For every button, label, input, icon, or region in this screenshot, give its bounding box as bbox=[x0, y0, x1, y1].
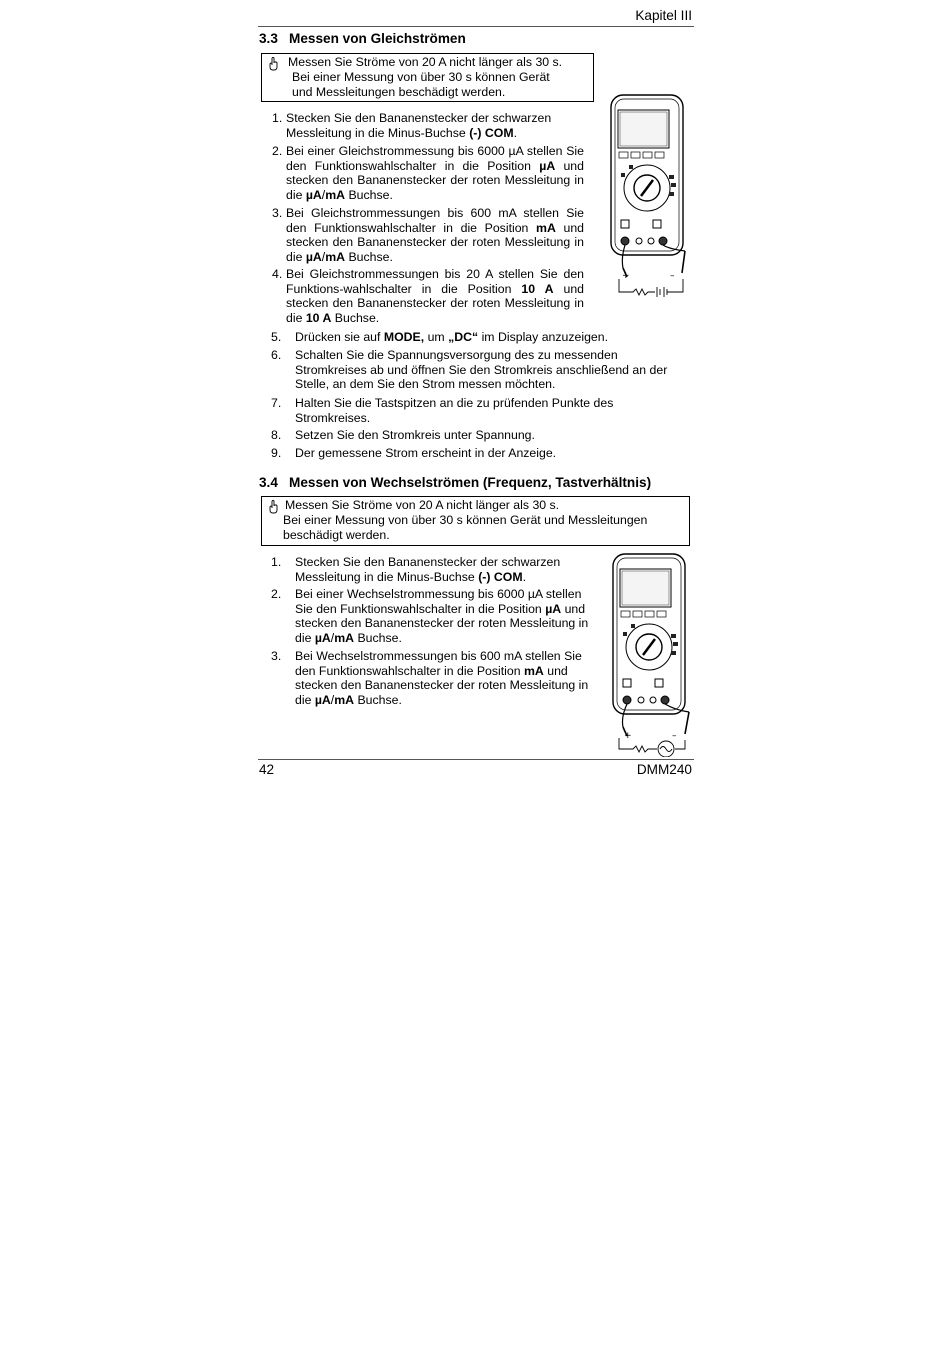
pointing-hand-icon bbox=[268, 500, 280, 514]
warning-line-3: und Messleitungen beschädigt werden. bbox=[292, 85, 506, 99]
section-number: 3.3 bbox=[259, 31, 278, 46]
multimeter-dc-illustration bbox=[603, 93, 693, 298]
svg-text:+: + bbox=[624, 731, 632, 741]
svg-text:–: – bbox=[670, 271, 675, 281]
header-rule bbox=[258, 26, 694, 27]
warning-line-2: Bei einer Messung von über 30 s können Gerät bbox=[292, 70, 550, 84]
warning-line-1: Messen Sie Ströme von 20 A nicht länger als 30 s. bbox=[285, 498, 560, 512]
warning-box-3-4 bbox=[261, 496, 690, 546]
section-number: 3.4 bbox=[259, 475, 278, 490]
svg-text:+: + bbox=[622, 271, 630, 281]
svg-text:–: – bbox=[672, 731, 677, 741]
warning-line-3: beschädigt werden. bbox=[283, 528, 390, 542]
section-title: Messen von Gleichströmen bbox=[289, 31, 466, 46]
multimeter-ac-illustration bbox=[605, 552, 695, 757]
pointing-hand-icon bbox=[268, 57, 280, 71]
warning-line-2: Bei einer Messung von über 30 s können Gerät und Messleitungen bbox=[283, 513, 648, 527]
model-name: DMM240 bbox=[636, 762, 692, 777]
chapter-label: Kapitel III bbox=[635, 8, 692, 23]
section-title: Messen von Wechselströmen (Frequenz, Tastverhältnis) bbox=[289, 475, 652, 490]
footer-rule bbox=[258, 759, 694, 760]
warning-box-3-3 bbox=[261, 53, 594, 102]
section-heading-3-4 bbox=[259, 475, 652, 490]
page-number: 42 bbox=[259, 762, 275, 777]
section-heading-3-3 bbox=[259, 31, 466, 46]
warning-line-1: Messen Sie Ströme von 20 A nicht länger als 30 s. bbox=[288, 55, 563, 69]
